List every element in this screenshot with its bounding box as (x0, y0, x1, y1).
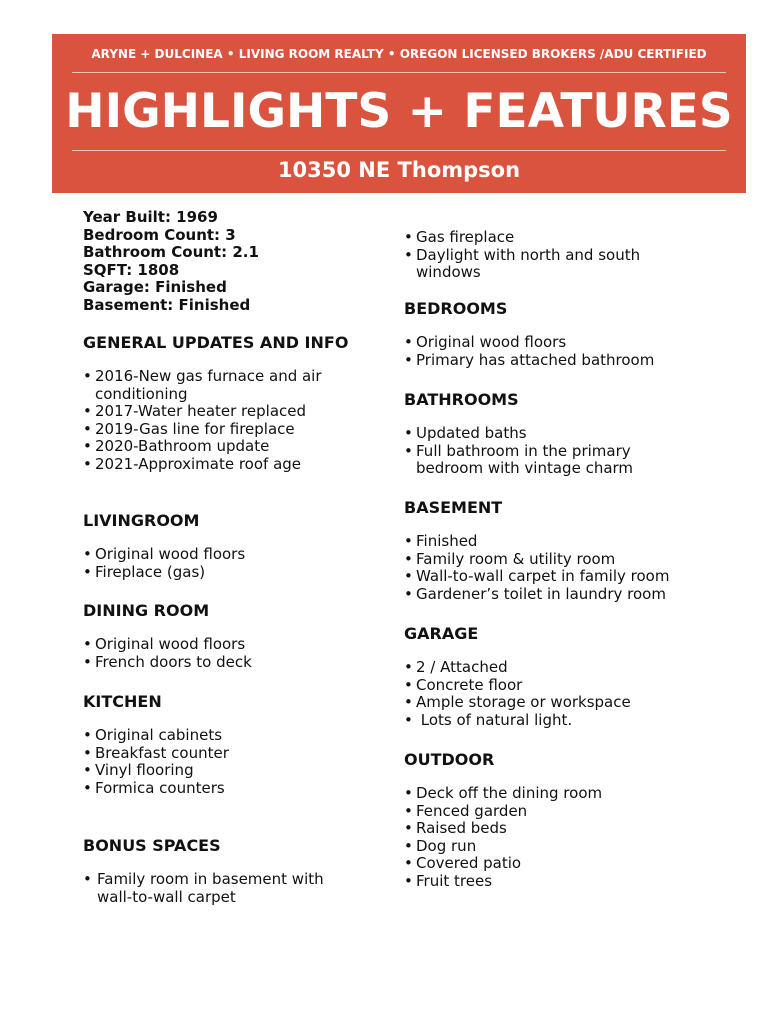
list-item: • French doors to deck (83, 654, 373, 672)
list-item: • 2017-Water heater replaced (83, 403, 373, 421)
list-item: • Original wood floors (83, 636, 373, 654)
item-list (404, 229, 704, 282)
section-heading: BEDROOMS (404, 299, 508, 318)
item-list (83, 871, 373, 906)
section-heading: BONUS SPACES (83, 836, 221, 855)
list-item: • Primary has attached bathroom (404, 352, 704, 370)
list-item: • Wall-to-wall carpet in family room (404, 568, 704, 586)
section-bathrooms (404, 389, 704, 478)
list-item: • Covered patio (404, 855, 704, 873)
section-heading: OUTDOOR (404, 750, 495, 769)
header-banner (52, 34, 746, 193)
list-item: • Dog run (404, 838, 704, 856)
fact-garage: Garage: Finished (83, 278, 227, 296)
item-list (404, 659, 704, 729)
section-dining-room (83, 600, 373, 671)
property-address: 10350 NE Thompson (277, 158, 521, 182)
item-list (404, 334, 704, 369)
page-title: HIGHLIGHTS + FEATURES (65, 84, 733, 139)
section-bonus-spaces (83, 835, 373, 906)
section-heading: BATHROOMS (404, 390, 519, 409)
item-list (83, 546, 373, 581)
list-item: • Formica counters (83, 780, 373, 798)
list-item: • Deck off the dining room (404, 785, 704, 803)
banner-divider-top (72, 72, 726, 73)
property-facts (83, 209, 259, 314)
list-item: • Ample storage or workspace (404, 694, 704, 712)
list-item: • Daylight with north and south windows (404, 247, 662, 282)
item-list (83, 727, 373, 797)
list-item: • Vinyl flooring (83, 762, 373, 780)
broker-tagline: ARYNE + DULCINEA • LIVING ROOM REALTY • OREGON LICENSED BROKERS /ADU CERTIFIED (91, 47, 707, 61)
fact-bathroom-count: Bathroom Count: 2.1 (83, 243, 259, 261)
section-heading: KITCHEN (83, 692, 162, 711)
section-livingroom (83, 510, 373, 581)
list-item: • Breakfast counter (83, 745, 373, 763)
list-item: • Gas fireplace (404, 229, 704, 247)
item-list (404, 425, 704, 478)
section-basement (404, 497, 704, 603)
fact-year-built: Year Built: 1969 (83, 208, 218, 226)
list-item: • Original cabinets (83, 727, 373, 745)
list-item: • 2016-New gas furnace and air conditioning (83, 368, 343, 403)
list-item: • Concrete floor (404, 677, 704, 695)
item-list (404, 533, 704, 603)
section-heading: BASEMENT (404, 498, 503, 517)
section-heading: GARAGE (404, 624, 479, 643)
list-item: • 2020-Bathroom update (83, 438, 373, 456)
list-item: • Gardener’s toilet in laundry room (404, 586, 704, 604)
list-item: • 2019-Gas line for fireplace (83, 421, 373, 439)
list-item: • Fireplace (gas) (83, 564, 373, 582)
list-item: • Family room & utility room (404, 551, 704, 569)
fact-bedroom-count: Bedroom Count: 3 (83, 225, 236, 244)
list-item: • Raised beds (404, 820, 704, 838)
list-item: • Original wood floors (404, 334, 704, 352)
list-item: • 2021-Approximate roof age (83, 456, 373, 474)
item-list (83, 636, 373, 671)
section-living-continued (404, 229, 704, 282)
section-kitchen (83, 691, 373, 797)
fact-basement: Basement: Finished (83, 295, 251, 314)
list-item: • Fenced garden (404, 803, 704, 821)
fact-sqft: SQFT: 1808 (83, 260, 180, 279)
list-item: • Full bathroom in the primary bedroom with vintage charm (404, 443, 654, 478)
item-list (83, 368, 373, 474)
section-heading: LIVINGROOM (83, 511, 200, 530)
section-heading: DINING ROOM (83, 601, 210, 620)
section-bedrooms (404, 298, 704, 369)
section-heading: GENERAL UPDATES AND INFO (83, 333, 349, 352)
section-general-updates (83, 332, 373, 474)
section-outdoor (404, 749, 704, 891)
list-item: • Family room in basement with wall-to-wall carpet (83, 871, 343, 906)
item-list (404, 785, 704, 891)
list-item: • 2 / Attached (404, 659, 704, 677)
list-item: • Updated baths (404, 425, 704, 443)
list-item: • Finished (404, 533, 704, 551)
list-item: • Fruit trees (404, 873, 704, 891)
list-item: • Original wood floors (83, 546, 373, 564)
banner-divider-bottom (72, 150, 726, 151)
section-garage (404, 623, 704, 729)
list-item: • Lots of natural light. (404, 712, 704, 730)
